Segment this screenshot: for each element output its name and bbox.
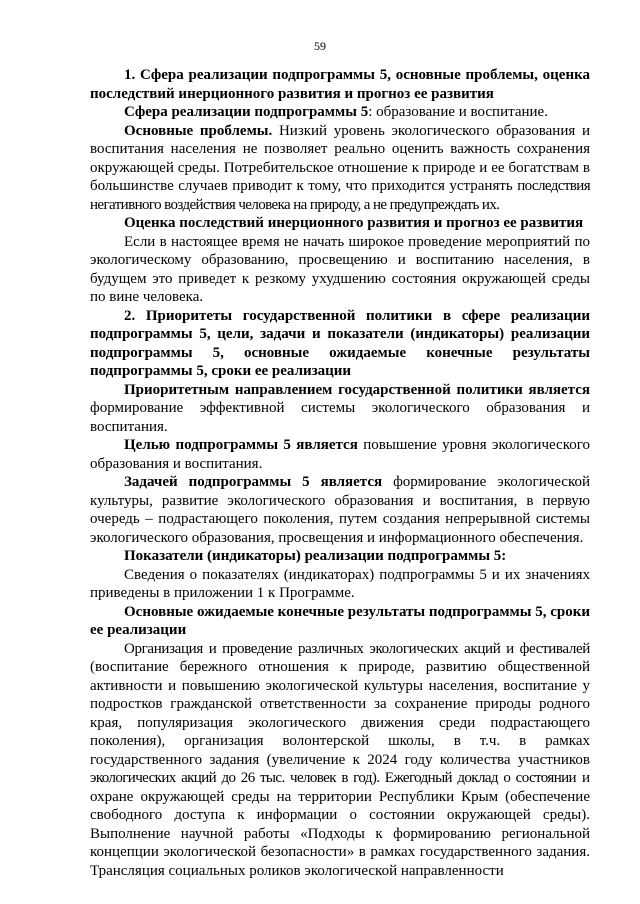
page-number: 59 xyxy=(314,39,326,53)
goal-text: повышение уровня экологического образования и воспитания. xyxy=(90,437,590,472)
section-1-heading: 1. Сфера реализации подпрограммы 5, основные проблемы, оценка последствий инерционного развития и прогноз ее развития xyxy=(90,67,590,102)
results-heading: Основные ожидаемые конечные результаты подпрограммы 5, сроки ее реализации xyxy=(90,603,591,638)
indicators-paragraph: Сведения о показателях (индикаторах) подпрограммы 5 и их значениях приведены в приложении 1 к Программе. xyxy=(90,566,590,601)
goal-label: Целью подпрограммы 5 является xyxy=(124,437,358,453)
results-paragraph xyxy=(90,640,590,881)
priority-text: формирование эффективной системы экологического образования и воспитания. xyxy=(90,400,590,435)
task-label: Задачей подпрограммы 5 является xyxy=(124,474,383,490)
scope-text: : образование и воспитание. xyxy=(368,104,548,120)
task-paragraph xyxy=(90,473,590,547)
problems-text-condensed: последствия негативного воздействия человека на природу, а не предупреждать их. xyxy=(90,178,590,213)
problems-label: Основные проблемы. xyxy=(124,122,273,139)
results-text-3: экологических акций до 26 тыс. человек в год). Ежегодный доклад о состоянии xyxy=(90,770,576,786)
problems-text: Низкий уровень экологического образования и воспитания населения не позволяет реально оценить важность сохранения окружающей среды. Потребительское отношение к природе и ее богатствам в большинстве случаев приводит к тому, что приходится устранять xyxy=(90,122,590,194)
indicators-heading: Показатели (индикаторы) реализации подпрограммы 5: xyxy=(124,548,507,564)
inertia-heading: Оценка последствий инерционного развития и прогноз ее развития xyxy=(124,215,584,231)
document-body xyxy=(90,66,590,880)
problems-paragraph xyxy=(90,122,590,215)
scope-paragraph xyxy=(90,103,590,122)
results-text-4: и охране окружающей среды на территории Республики Крым (обеспечение свободного доступа к информации о состоянии окружающей среды). Выполнение научной работы «Подходы к формированию региональной концепции экологической безопасности» в рамках государственного задания. Трансляция социальных роликов экологической направленности xyxy=(90,770,590,879)
priority-paragraph xyxy=(90,381,590,437)
goal-paragraph xyxy=(90,436,590,473)
priority-label: Приоритетным направлением государственной политики является xyxy=(124,381,590,398)
task-text: формирование экологической культуры, развитие экологического образования и воспитания, в первую очередь – подрастающего поколения, путем создания непрерывной системы экологического образования, просвещения и информационного обеспечения. xyxy=(90,474,591,546)
scope-label: Сфера реализации подпрограммы 5 xyxy=(124,104,369,120)
inertia-paragraph: Если в настоящее время не начать широкое проведение мероприятий по экологическому образованию, просвещению и воспитанию населения, в будущем это приведет к резкому ухудшению состояния окружающей среды по вине человека. xyxy=(90,233,590,305)
results-text-2: (воспитание бережного отношения к природе, развитию общественной активности и повышению экологической культуры населения, воспитание у подростков гражданской ответственности за сохранение природы родного края, популяризация экологического движения среди подрастающего поколения), организация волонтерской школы, в т.ч. в рамках государственного задания (увеличение к 2024 году количества участников xyxy=(90,659,590,768)
section-2-heading: 2. Приоритеты государственной политики в сфере реализации подпрограммы 5, цели, задачи и показатели (индикаторы) реализации подпрограммы 5, основные ожидаемые конечные результаты подпрограммы 5, сроки ее реализации xyxy=(90,307,590,379)
results-text-1: Организация и проведение различных экологических акций и фестивалей xyxy=(124,640,590,657)
